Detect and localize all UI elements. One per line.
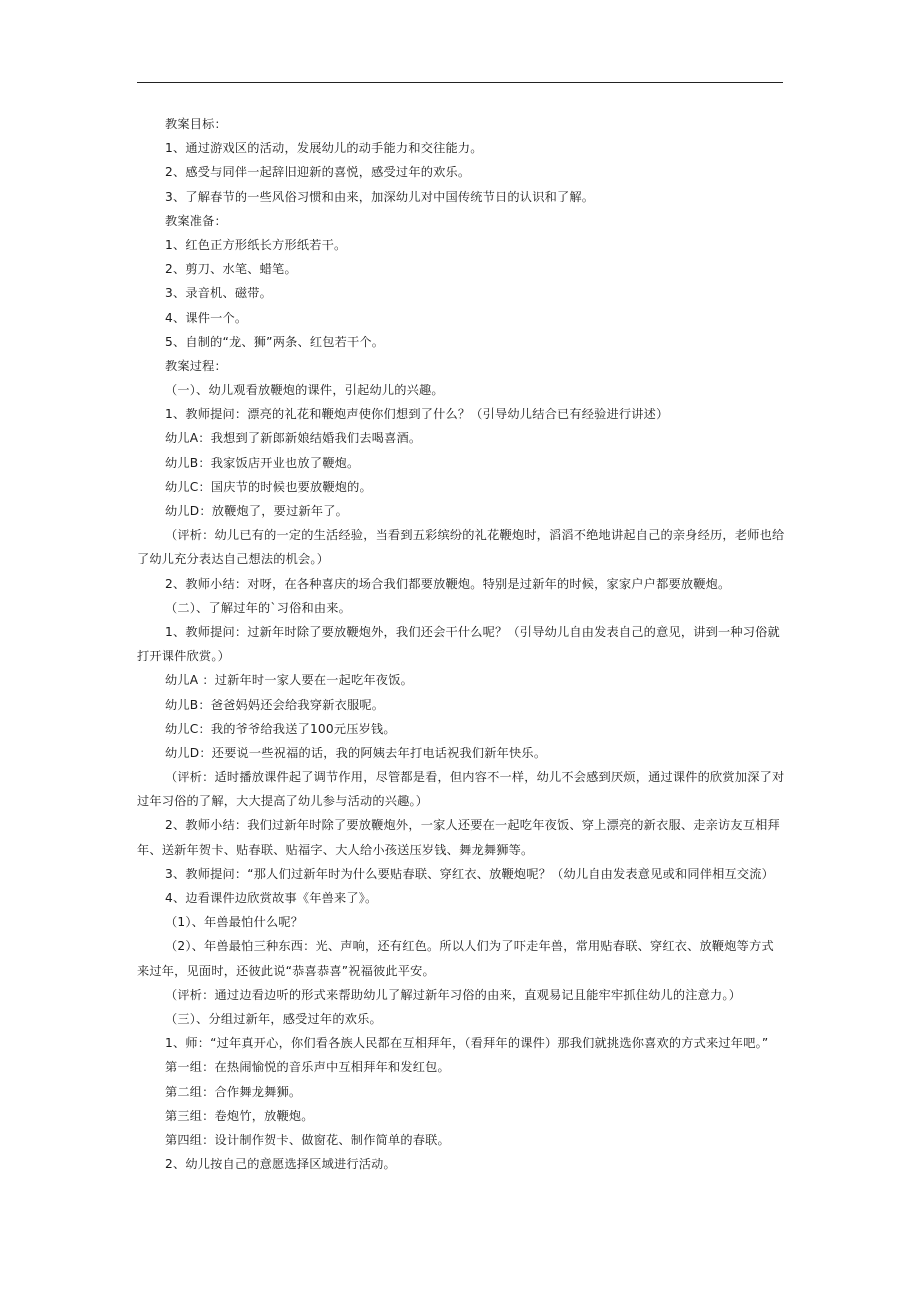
dialogue-line: 幼儿C：我的爷爷给我送了100元压岁钱。 xyxy=(165,721,396,736)
dialogue-line: 幼儿A：我想到了新郎新娘结婚我们去喝喜酒。 xyxy=(165,431,422,446)
document-body xyxy=(137,112,785,1176)
header-rule xyxy=(137,82,783,83)
heading-preparation: 教案准备： xyxy=(165,213,227,228)
commentary-line: 了幼儿充分表达自己想法的机会。） xyxy=(137,552,330,567)
paragraph-line: 2、教师小结：我们过新年时除了要放鞭炮外，一家人还要在一起吃年夜饭、穿上漂亮的新衣服、走亲访友互相拜 xyxy=(165,818,780,833)
heading-goals: 教案目标： xyxy=(165,117,227,131)
preparation-item: 1、红色正方形纸长方形纸若干。 xyxy=(165,237,347,252)
paragraph-line: 1、师：“过年真开心，你们看各族人民都在互相拜年，（看拜年的课件）那我们就挑选你喜欢的方式来过年吧。” xyxy=(165,1036,769,1051)
dialogue-line: 幼儿A ：过新年时一家人要在一起吃年夜饭。 xyxy=(165,673,413,688)
commentary-line: （评析：通过边看边听的形式来帮助幼儿了解过新年习俗的由来，直观易记且能牢牢抓住幼儿的注意力。） xyxy=(165,987,742,1002)
paragraph-line: 1、教师提问：漂亮的礼花和鞭炮声使你们想到了什么？（引导幼儿结合已有经验进行讲述） xyxy=(165,407,669,422)
dialogue-line: 幼儿B：爸爸妈妈还会给我穿新衣服呢。 xyxy=(165,697,385,712)
preparation-item: 5、自制的“龙、狮”两条、红包若干个。 xyxy=(165,334,385,349)
group-line: 第三组：卷炮竹，放鞭炮。 xyxy=(165,1108,314,1123)
dialogue-line: 幼儿D：放鞭炮了，要过新年了。 xyxy=(165,504,349,518)
paragraph-line: 2、幼儿按自己的意愿选择区域进行活动。 xyxy=(165,1157,396,1172)
goal-item: 2、感受与同伴一起辞旧迎新的喜悦，感受过年的欢乐。 xyxy=(165,165,471,180)
preparation-item: 2、剪刀、水笔、蜡笔。 xyxy=(165,262,297,277)
commentary-line: （评析：幼儿已有的一定的生活经验，当看到五彩缤纷的礼花鞭炮时，滔滔不绝地讲起自己的亲身经历，老师也给 xyxy=(165,528,785,543)
section-heading: （一）、幼儿观看放鞭炮的课件，引起幼儿的兴趣。 xyxy=(165,383,444,398)
heading-process: 教案过程： xyxy=(165,358,227,373)
dialogue-line: 幼儿D：还要说一些祝福的话，我的阿姨去年打电话祝我们新年快乐。 xyxy=(165,745,547,760)
preparation-item: 4、课件一个。 xyxy=(165,310,248,325)
paragraph-line: 1、教师提问：过新年时除了要放鞭炮外，我们还会干什么呢？（引导幼儿自由发表自己的意见，讲到一种习俗就 xyxy=(165,624,780,639)
paragraph-line: 3、教师提问：“那人们过新年时为什么要贴春联、穿红衣、放鞭炮呢？（幼儿自由发表意见或和同伴相互交流） xyxy=(165,866,775,881)
section-heading: （二）、了解过年的`习俗和由来。 xyxy=(165,600,352,615)
goal-item: 3、了解春节的一些风俗习惯和由来，加深幼儿对中国传统节日的认识和了解。 xyxy=(165,189,595,204)
paragraph-line: 来过年，见面时，还彼此说“恭喜恭喜”祝福彼此平安。 xyxy=(137,963,435,978)
group-line: 第二组：合作舞龙舞狮。 xyxy=(165,1084,302,1099)
dialogue-line: 幼儿C：国庆节的时候也要放鞭炮的。 xyxy=(165,479,372,494)
paragraph-line: 年、送新年贺卡、贴春联、贴福字、大人给小孩送压岁钱、舞龙舞狮等。 xyxy=(137,842,534,857)
paragraph-line: 2、教师小结：对呀，在各种喜庆的场合我们都要放鞭炮。特别是过新年的时候，家家户户都要放鞭炮。 xyxy=(165,576,731,591)
preparation-item: 3、录音机、磁带。 xyxy=(165,286,273,301)
group-line: 第四组：设计制作贺卡、做窗花、制作简单的春联。 xyxy=(165,1132,450,1147)
dialogue-line: 幼儿B：我家饭店开业也放了鞭炮。 xyxy=(165,455,360,470)
group-line: 第一组：在热闹愉悦的音乐声中互相拜年和发红包。 xyxy=(165,1060,450,1075)
paragraph-line: （1）、年兽最怕什么呢？ xyxy=(165,915,304,930)
commentary-line: 过年习俗的了解，大大提高了幼儿参与活动的兴趣。） xyxy=(137,794,429,809)
section-heading: （三）、分组过新年，感受过年的欢乐。 xyxy=(165,1011,382,1026)
paragraph-line: 打开课件欣赏。） xyxy=(137,649,230,664)
commentary-line: （评析：适时播放课件起了调节作用，尽管都是看，但内容不一样，幼儿不会感到厌烦，通过课件的欣赏加深了对 xyxy=(165,770,785,785)
paragraph-line: （2）、年兽最怕三种东西：光、声响，还有红色。所以人们为了吓走年兽，常用贴春联、穿红衣、放鞭炮等方式 xyxy=(165,939,774,954)
paragraph-line: 4、边看课件边欣赏故事《年兽来了》。 xyxy=(165,891,378,905)
goal-item: 1、通过游戏区的活动，发展幼儿的动手能力和交往能力。 xyxy=(165,141,483,156)
